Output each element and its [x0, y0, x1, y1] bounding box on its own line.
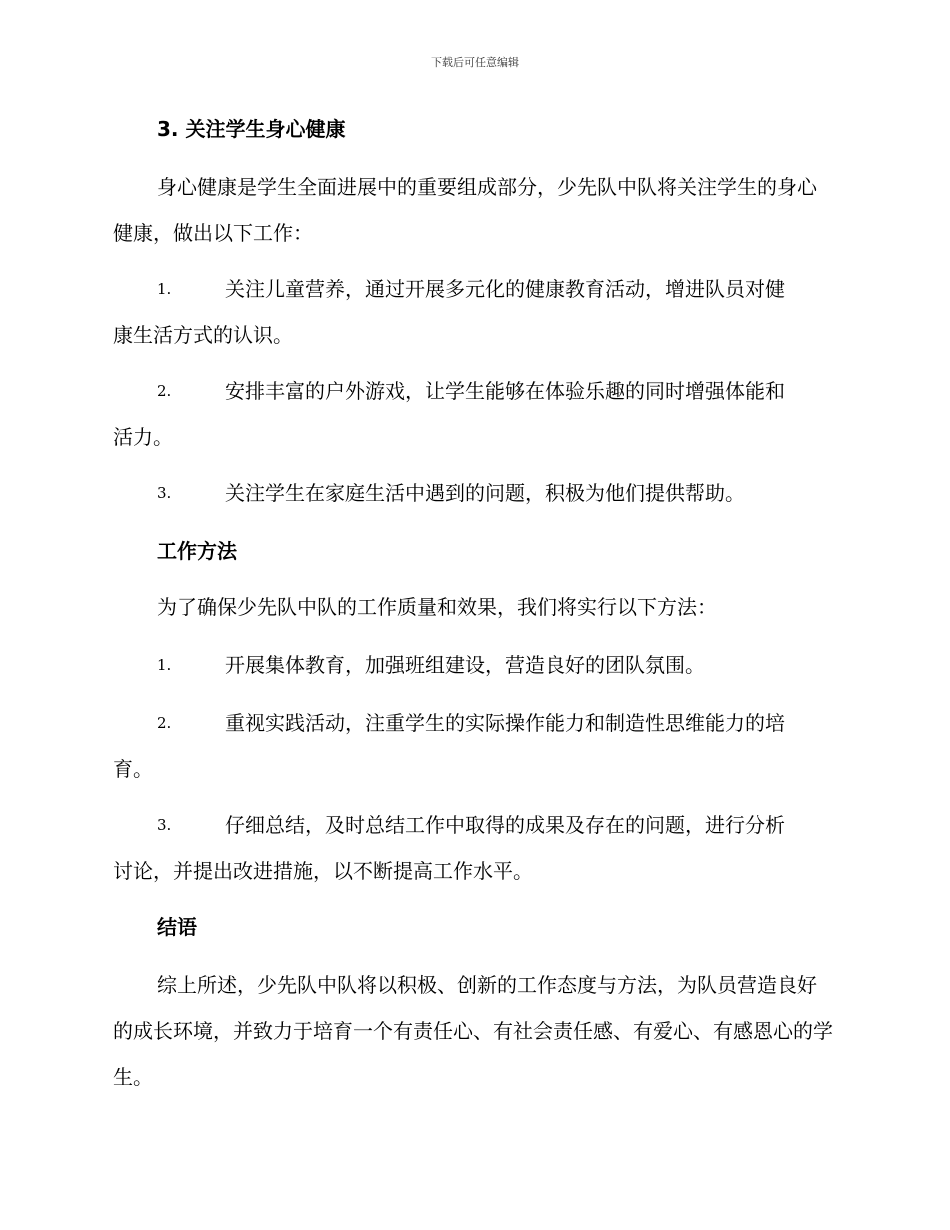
- header-note: 下载后可任意编辑: [431, 56, 519, 69]
- list-item: [113, 266, 835, 358]
- list-item-text: 仔细总结，及时总结工作中取得的成果及存在的问题，进行分析: [225, 813, 785, 837]
- list-item: [113, 802, 835, 894]
- list-item-text-continued: 讨论，并提出改进措施，以不断提高工作水平。: [113, 859, 533, 883]
- section-heading-methods: 工作方法: [157, 539, 237, 563]
- list-number: 2.: [157, 382, 172, 400]
- list-number: 2.: [157, 714, 172, 732]
- list-item: [113, 470, 835, 516]
- list-item-text-continued: 活力。: [113, 425, 173, 449]
- list-item-text: 开展集体教育，加强班组建设，营造良好的团队氛围。: [225, 653, 705, 677]
- list-item-text: 重视实践活动，注重学生的实际操作能力和制造性思维能力的培: [225, 711, 785, 735]
- list-item-text-continued: 康生活方式的认识。: [113, 323, 293, 347]
- section-heading-conclusion: 结语: [157, 915, 197, 939]
- list-item-text: 关注学生在家庭生活中遇到的问题，积极为他们提供帮助。: [225, 481, 745, 505]
- paragraph-conclusion: 综上所述，少先队中队将以积极、创新的工作态度与方法，为队员营造良好的成长环境，并致力于培育一个有责任心、有社会责任感、有爱心、有感恩心的学生。: [113, 973, 833, 1089]
- list-item-text: 安排丰富的户外游戏，让学生能够在体验乐趣的同时增强体能和: [225, 379, 785, 403]
- list-item: [113, 368, 835, 460]
- list-number: 3.: [157, 816, 172, 834]
- list-number: 3.: [157, 484, 172, 502]
- list-number: 1.: [157, 280, 172, 298]
- paragraph-health-intro: 身心健康是学生全面进展中的重要组成部分，少先队中队将关注学生的身心健康，做出以下工作：: [113, 175, 817, 245]
- paragraph-methods-intro: 为了确保少先队中队的工作质量和效果，我们将实行以下方法：: [157, 595, 717, 619]
- list-item-text-continued: 育。: [113, 757, 153, 781]
- list-number: 1.: [157, 656, 172, 674]
- list-item-text: 关注儿童营养，通过开展多元化的健康教育活动，增进队员对健: [225, 277, 785, 301]
- list-item: [113, 700, 835, 792]
- section-heading-health: 3. 关注学生身心健康: [157, 117, 346, 141]
- list-item: [113, 642, 835, 688]
